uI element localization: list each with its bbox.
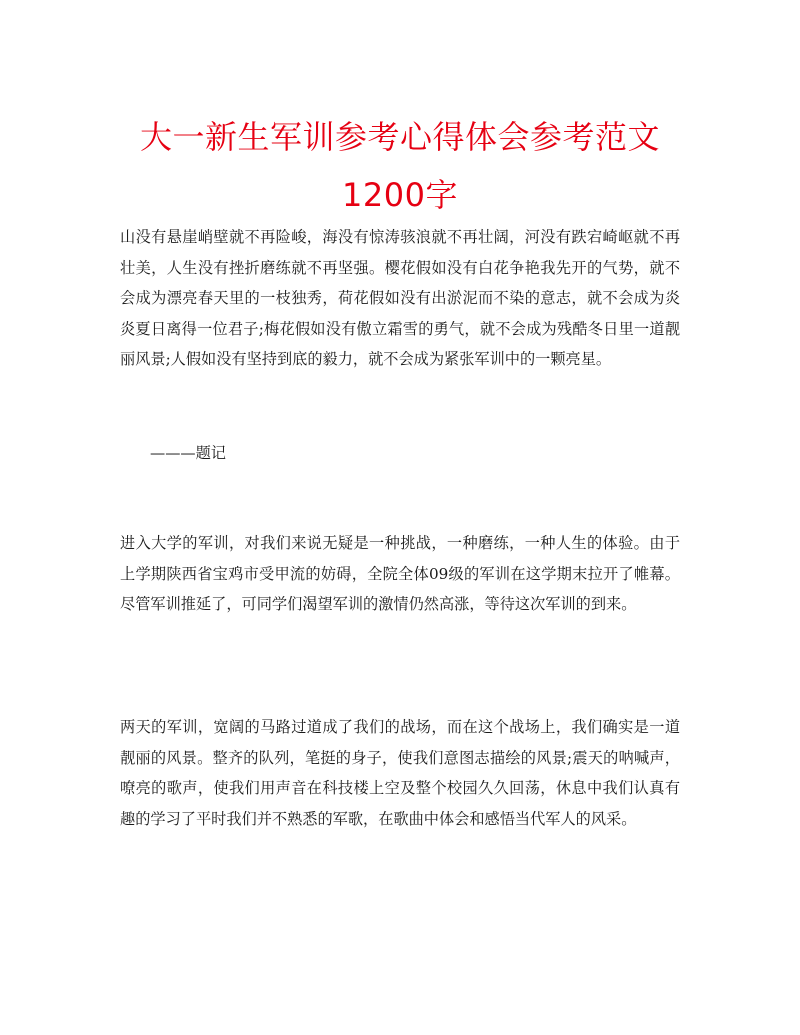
paragraph-intro: 山没有悬崖峭壁就不再险峻，海没有惊涛骇浪就不再壮阔，河没有跌宕崎岖就不再壮美，人生没有挫折磨练就不再坚强。樱花假如没有白花争艳我先开的气势，就不会成为漂亮春天里的一枝独秀，荷花假如没有出淤泥而不染的意志，就不会成为炎炎夏日离得一位君子;梅花假如没有傲立霜雪的勇气，就不会成为残酷冬日里一道靓丽风景;人假如没有坚持到底的毅力，就不会成为紧张军训中的一颗亮星。 — [120, 228, 680, 368]
paragraph-third: 两天的军训，宽阔的马路过道成了我们的战场，而在这个战场上，我们确实是一道靓丽的风景。整齐的队列，笔挺的身子，使我们意图志描绘的风景;震天的呐喊声，嘹亮的歌声，使我们用声音在科技楼上空及整个校园久久回荡，休息中我们认真有趣的学习了平时我们并不熟悉的军歌，在歌曲中体会和感悟当代军人的风采。 — [120, 718, 680, 828]
document-title: 大一新生军训参考心得体会参考范文1200字 — [139, 118, 660, 214]
epigraph: ———题记 — [150, 444, 226, 462]
paragraph-second: 进入大学的军训，对我们来说无疑是一种挑战，一种磨练，一种人生的体验。由于上学期陕西省宝鸡市受甲流的妨碍，全院全体09级的军训在这学期末拉开了帷幕。尽管军训推延了，可同学们渴望军训的激情仍然高涨，等待这次军训的到来。 — [120, 534, 680, 613]
